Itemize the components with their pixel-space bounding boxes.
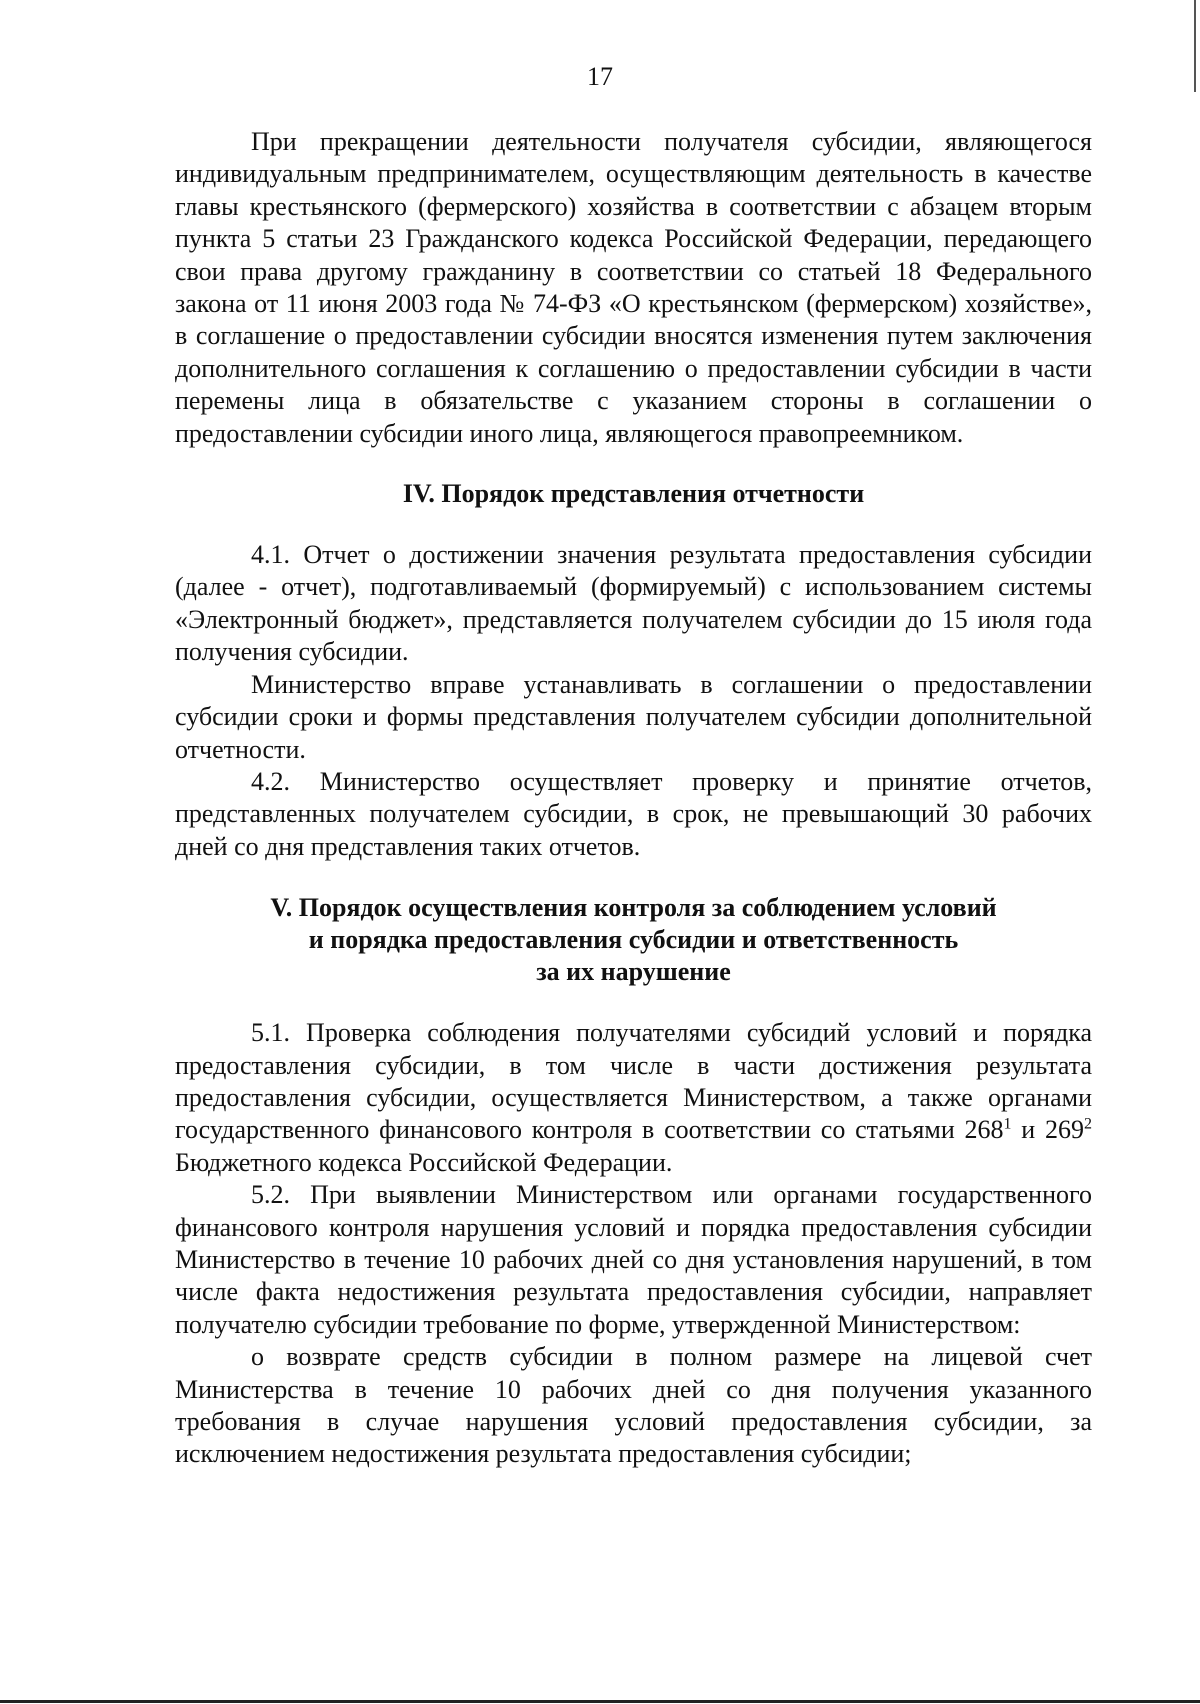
paragraph-5-1-text-c: Бюджетного кодекса Российской Федерации. — [175, 1147, 673, 1177]
section-v-heading — [175, 892, 1092, 988]
scan-bottom-edge — [0, 1700, 1200, 1703]
page-number: 17 — [587, 62, 613, 91]
paragraph-4-1: 4.1. Отчет о достижении значения результата предоставления субсидии (далее - отчет), подготавливаемый (формируемый) с использованием системы «Электронный бюджет», представляется получателем субсидии до 15 июля года получения субсидии. — [175, 540, 1092, 667]
paragraph-5-1-text-b: и 269 — [1011, 1115, 1084, 1145]
paragraph-5-1-text-a: 5.1. Проверка соблюдения получателями субсидий условий и порядка предоставления субсидии, в том числе в части достижения результата предоставления субсидии, осуществляется Министерством, а также органами государственного финансового контроля в соответствии со статьями 268 — [175, 1018, 1092, 1145]
paragraph-return-funds: о возврате средств субсидии в полном размере на лицевой счет Министерства в течение 10 рабочих дней со дня получения указанного требования в случае нарушения условий предоставления субсидии, за исключением недостижения результата предоставления субсидии; — [175, 1342, 1092, 1469]
section-iv-heading: IV. Порядок представления отчетности — [402, 479, 865, 509]
superscript-1: 1 — [1003, 1115, 1012, 1133]
paragraph-5-1 — [175, 1017, 1092, 1179]
section-v-heading-line-1: V. Порядок осуществления контроля за соблюдением условий — [270, 893, 997, 923]
section-v-heading-line-2: и порядка предоставления субсидии и ответственность — [308, 925, 959, 955]
section-v-heading-line-3: за их нарушение — [536, 957, 731, 987]
paragraph-5-2: 5.2. При выявлении Министерством или органами государственного финансового контроля нарушения условий и порядка предоставления субсидии Министерство в течение 10 рабочих дней со дня установления нарушений, в том числе факта недостижения результата предоставления субсидии, направляет получателю субсидии требование по форме, утвержденной Министерством: — [175, 1180, 1092, 1339]
superscript-2: 2 — [1084, 1115, 1092, 1133]
paragraph-succession: При прекращении деятельности получателя субсидии, являющегося индивидуальным предпринимателем, осуществляющим деятельность в качестве главы крестьянского (фермерского) хозяйства в соответствии с абзацем вторым пункта 5 статьи 23 Гражданского кодекса Российской Федерации, передающего свои права другому гражданину в соответствии со статьей 18 Федерального закона от 11 июня 2003 года № 74-ФЗ «О крестьянском (фермерском) хозяйстве», в соглашение о предоставлении субсидии вносятся изменения путем заключения дополнительного соглашения к соглашению о предоставлении субсидии в части перемены лица в обязательстве с указанием стороны в соглашении о предоставлении субсидии иного лица, являющегося правопреемником. — [175, 127, 1092, 448]
document-body — [175, 126, 1092, 1471]
paragraph-additional-reporting: Министерство вправе устанавливать в соглашении о предоставлении субсидии сроки и формы представления получателем субсидии дополнительной отчетности. — [175, 669, 1092, 764]
paragraph-4-2: 4.2. Министерство осуществляет проверку и принятие отчетов, представленных получателем субсидии, в срок, не превышающий 30 рабочих дней со дня представления таких отчетов. — [175, 766, 1092, 861]
